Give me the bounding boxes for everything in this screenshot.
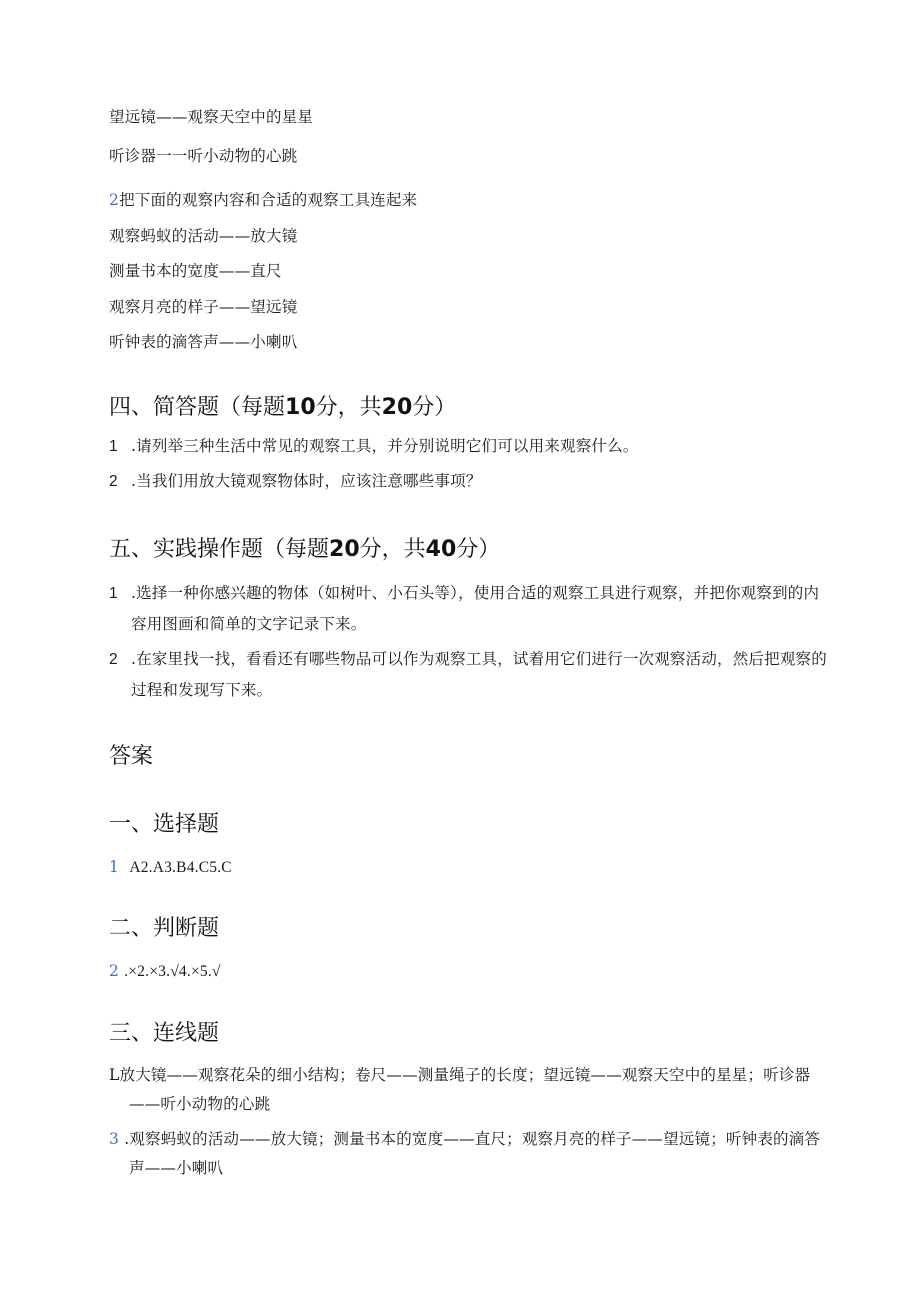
question-number: 1 xyxy=(109,585,118,602)
section-4-heading xyxy=(109,393,456,423)
heading-text: 分，共 xyxy=(359,537,426,562)
answers-section-2-line xyxy=(109,961,221,982)
question-number: 2 xyxy=(109,191,120,209)
answer-text: A2.A3.B4.C5.C xyxy=(129,859,232,876)
answers-section-2-heading: 二、判断题 xyxy=(109,916,220,941)
section-5-question-1 xyxy=(109,578,831,640)
answer-text: .观察蚂蚁的活动——放大镜；测量书本的宽度——直尺；观察月亮的样子——望远镜；听钟表的滴答声——小喇叭 xyxy=(124,1130,821,1177)
question-text: .请列举三种生活中常见的观察工具，并分别说明它们可以用来观察什么。 xyxy=(131,437,639,455)
match-line-stethoscope: 听诊器一一听小动物的心跳 xyxy=(109,147,298,165)
question-text: .选择一种你感兴趣的物体（如树叶、小石头等），使用合适的观察工具进行观察，并把你观察到的内容用图画和简单的文字记录下来。 xyxy=(131,584,820,633)
answer-number: 3 xyxy=(109,1130,120,1148)
answers-title: 答案 xyxy=(109,744,154,769)
answers-section-1-line xyxy=(109,857,232,878)
section-5-question-2 xyxy=(109,644,831,706)
heading-text: 分） xyxy=(456,537,501,562)
match-pair-1: 观察蚂蚁的活动——放大镜 xyxy=(109,227,298,245)
answer-number: 1 xyxy=(109,858,120,876)
answers-section-1-heading: 一、选择题 xyxy=(109,812,220,837)
question-text: 把下面的观察内容和合适的观察工具连起来 xyxy=(119,191,418,209)
question-number: 2 xyxy=(109,651,118,668)
heading-total: 20 xyxy=(381,395,413,420)
match-question-2 xyxy=(109,190,417,210)
section-5-heading xyxy=(109,535,500,565)
section-4-question-1 xyxy=(109,431,809,462)
match-line-telescope: 望远镜——观察天空中的星星 xyxy=(109,108,314,126)
answers-section-3-item-1: L放大镜——观察花朵的细小结构；卷尺——测量绳子的长度；望远镜——观察天空中的星星；听诊器——听小动物的心跳 xyxy=(109,1066,811,1113)
heading-total: 40 xyxy=(425,537,457,562)
section-4-question-2 xyxy=(109,466,809,497)
match-pair-2: 测量书本的宽度——直尺 xyxy=(109,262,282,280)
question-text: .当我们用放大镜观察物体时，应该注意哪些事项？ xyxy=(131,472,482,490)
question-text: .在家里找一找，看看还有哪些物品可以作为观察工具，试着用它们进行一次观察活动，然后把观察的过程和发现写下来。 xyxy=(131,650,827,699)
answer-text: .×2.×3.√4.×5.√ xyxy=(124,963,221,980)
answers-section-3-heading: 三、连线题 xyxy=(109,1021,220,1046)
heading-text: 五、实践操作题（每题 xyxy=(109,537,330,562)
question-number: 1 xyxy=(109,438,118,455)
match-pair-3: 观察月亮的样子——望远镜 xyxy=(109,298,298,316)
answer-number: 2 xyxy=(109,962,120,980)
answers-section-3-item-2 xyxy=(109,1125,829,1183)
match-pair-4: 听钟表的滴答声——小喇叭 xyxy=(109,333,298,351)
heading-text: 分，共 xyxy=(315,395,382,420)
heading-text: 四、简答题（每题 xyxy=(109,395,286,420)
heading-points: 20 xyxy=(329,537,360,562)
heading-points: 10 xyxy=(285,395,316,420)
question-number: 2 xyxy=(109,473,118,490)
heading-text: 分） xyxy=(412,395,457,420)
